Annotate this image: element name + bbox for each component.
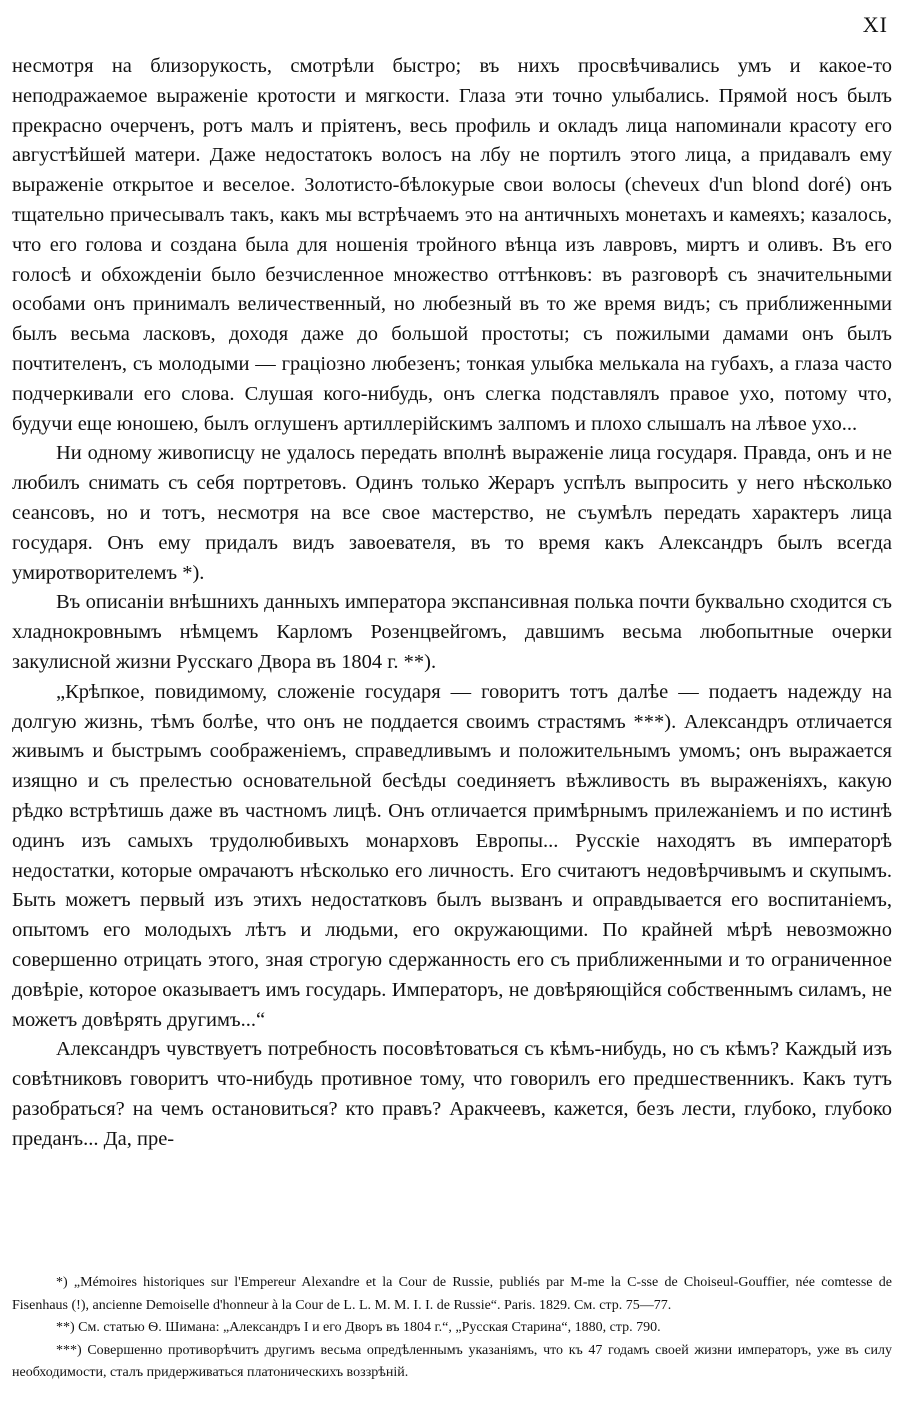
paragraph-1: несмотря на близорукость, смотрѣли быстро; въ нихъ просвѣчивались умъ и какое-то неподражаемое выраженіе кротости и мягкости. Глаза эти точно улыбались. Прямой носъ былъ прекрасно очерченъ, ротъ малъ и пріятенъ, весь профиль и окладъ лица напоминали красоту его августѣйшей матери. Даже недостатокъ волосъ на лбу не портилъ этого лица, а придавалъ ему выраженіе открытое и веселое. Золотисто-бѣлокурые свои волосы (cheveux d'un blond doré) онъ тщательно причесывалъ такъ, какъ мы встрѣчаемъ это на античныхъ монетахъ и камеяхъ; казалось, что его голова и создана была для ношенія тройного вѣнца изъ лавровъ, миртъ и оливъ. Въ его голосѣ и обхожденіи было безчисленное множество оттѣнковъ: въ разговорѣ съ значительными особами онъ принималъ величественный, но любезный въ то же время видъ; съ приближенными былъ весьма ласковъ, доходя даже до большой простоты; съ пожилыми дамами онъ былъ почтителенъ, съ молодыми — граціозно любезенъ; тонкая улыбка мелькала на губахъ, а глаза часто подчеркивали его слова. Слушая кого-нибудь, онъ слегка подставлялъ правое ухо, потому что, будучи еще юношею, былъ оглушенъ артиллерійскимъ залпомъ и плохо слышалъ на лѣвое ухо... <box>12 55 892 435</box>
body-text <box>12 52 892 1154</box>
footnotes <box>12 1272 892 1385</box>
footnote-3: ***) Совершенно противорѣчитъ другимъ весьма опредѣленнымъ указаніямъ, что къ 47 годамъ своей жизни императоръ, уже въ силу необходимости, сталъ придерживаться платоническихъ воззрѣній. <box>12 1342 892 1380</box>
footnote-1: *) „Mémoires historiques sur l'Empereur Alexandre et la Cour de Russie, publiés par M-me la C-sse de Choiseul-Gouffier, née comtesse de Fisenhaus (!), ancienne Demoiselle d'honneur à la Cour de L. L. M. M. I. I. de Russie“. Paris. 1829. См. стр. 75—77. <box>12 1275 892 1313</box>
paragraph-5: Александръ чувствуетъ потребность посовѣтоваться съ кѣмъ-нибудь, но съ кѣмъ? Каждый изъ совѣтниковъ говоритъ что-нибудь противное тому, что говорилъ его предшественникъ. Какъ тутъ разобраться? на чемъ остановиться? кто правъ? Аракчеевъ, кажется, безъ лести, глубоко, глубоко преданъ... Да, пре- <box>12 1038 892 1150</box>
page-number: XI <box>862 12 888 37</box>
paragraph-3: Въ описаніи внѣшнихъ данныхъ императора экспансивная полька почти буквально сходится съ хладнокровнымъ нѣмцемъ Карломъ Розенцвейгомъ, давшимъ весьма любопытные очерки закулисной жизни Русскаго Двора въ 1804 г. **). <box>12 591 892 673</box>
paragraph-4: „Крѣпкое, повидимому, сложеніе государя — говоритъ тотъ далѣе — подаетъ надежду на долгую жизнь, тѣмъ болѣе, что онъ не поддается своимъ страстямъ ***). Александръ отличается живымъ и быстрымъ соображеніемъ, справедливымъ и положительнымъ умомъ; онъ выражается изящно и съ прелестью основательной бесѣды соединяетъ вѣжливость въ выраженіяхъ, какую рѣдко встрѣтишь даже въ частномъ лицѣ. Онъ отличается примѣрнымъ прилежаніемъ и по истинѣ одинъ изъ самыхъ трудолюбивыхъ монарховъ Европы... Русскіе находятъ въ императорѣ недостатки, которые омрачаютъ нѣсколько его личность. Его считаютъ недовѣрчивымъ и скупымъ. Быть можетъ первый изъ этихъ недостатковъ былъ вызванъ и оправдывается его воспитаніемъ, опытомъ его молодыхъ лѣтъ и людьми, его окружающими. По крайней мѣрѣ невозможно совершенно отрицать этого, зная строгую сдержанность его съ приближенными и то ограниченное довѣріе, которое оказываетъ имъ государь. Императоръ, не довѣряющійся собственнымъ силамъ, не можетъ довѣрять другимъ...“ <box>12 680 892 1031</box>
footnote-2: **) См. статью Ѳ. Шимана: „Александръ I и его Дворъ въ 1804 г.“, „Русская Старина“, 1880, стр. 790. <box>56 1320 661 1335</box>
paragraph-2: Ни одному живописцу не удалось передать вполнѣ выраженіе лица государя. Правда, онъ и не любилъ снимать съ себя портретовъ. Одинъ только Жераръ успѣлъ выпросить у него нѣсколько сеансовъ, но и тотъ, несмотря на все свое мастерство, не съумѣлъ передать характеръ лица государя. Онъ ему придалъ видъ завоевателя, въ то время какъ Александръ былъ всегда умиротворителемъ *). <box>12 442 892 584</box>
